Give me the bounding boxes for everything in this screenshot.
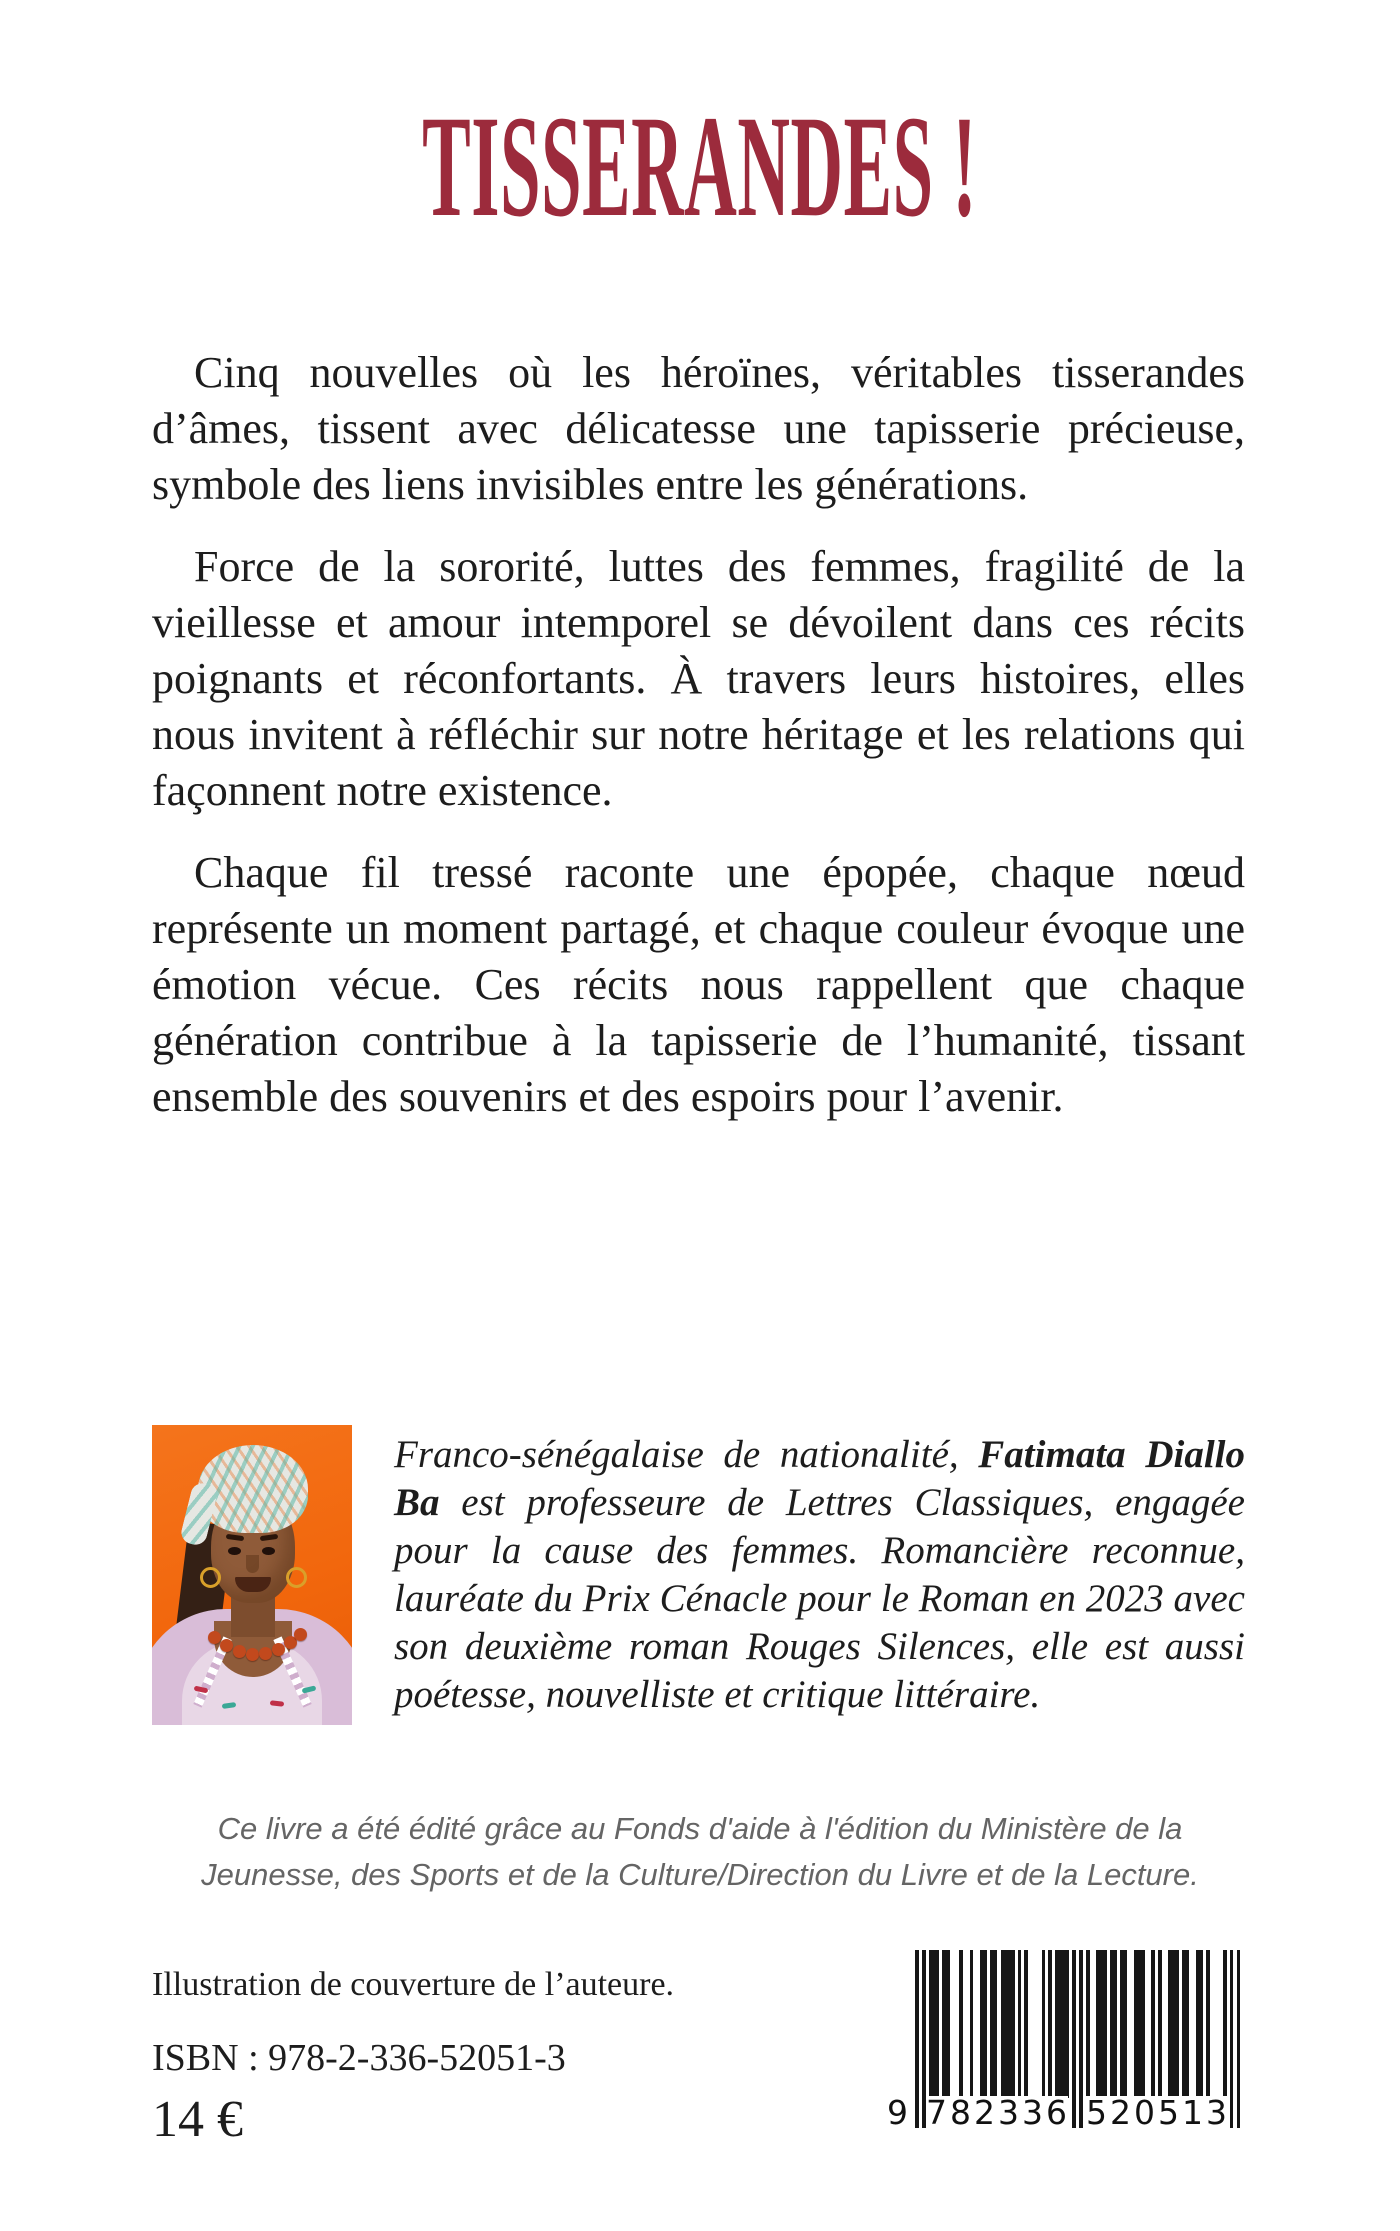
- price: 14 €: [152, 2091, 243, 2148]
- barcode-bar: [1185, 1950, 1189, 2098]
- barcode-bar: [959, 1950, 963, 2098]
- barcode-bar: [922, 1950, 926, 2128]
- barcode-bar: [1024, 1950, 1028, 2098]
- barcode-bar: [1175, 1950, 1179, 2098]
- synopsis-paragraph-1: Cinq nouvelles où les héroïnes, véritables tisserandes d’âmes, tissent avec délicatesse une tapisserie précieuse, symbole des liens invisibles entre les générations.: [152, 348, 1245, 509]
- photo-necklace-bead: [208, 1631, 221, 1644]
- barcode-bar: [1103, 1950, 1107, 2098]
- barcode-bar: [1113, 1950, 1117, 2098]
- barcode-bar: [1018, 1950, 1022, 2098]
- photo-necklace-bead: [220, 1639, 233, 1652]
- barcode-bar: [1158, 1950, 1162, 2098]
- photo-eye: [228, 1547, 241, 1555]
- barcode-bar: [1042, 1950, 1046, 2098]
- illustration-credit: Illustration de couverture de l’auteure.: [152, 1966, 675, 2003]
- synopsis-paragraph-2: Force de la sororité, luttes des femmes, fragilité de la vieillesse et amour intemporel se dévoilent dans ces récits poignants et réconfortants. À travers leurs histoires, elles nous invitent à réfléchir sur notre héritage et les relations qui façonnent notre existence.: [152, 542, 1245, 815]
- title-area: [0, 84, 1400, 249]
- barcode-bar: [946, 1950, 950, 2098]
- barcode-digit-first: 9: [887, 2093, 908, 2132]
- imprint-block: [152, 1966, 674, 2149]
- barcode-bar: [1230, 1950, 1234, 2128]
- barcode-bar: [1072, 1950, 1076, 2128]
- barcode-bar: [994, 1950, 998, 2098]
- barcode-bar: [1237, 1950, 1241, 2128]
- barcode-bar: [1066, 1950, 1070, 2098]
- barcode-bar: [1086, 1950, 1090, 2098]
- barcode-bar: [915, 1950, 919, 2128]
- barcode-bar: [1141, 1950, 1145, 2098]
- barcode-bar: [1199, 1950, 1203, 2098]
- isbn: ISBN : 978-2-336-52051-3: [152, 2037, 566, 2079]
- synopsis: [152, 345, 1245, 1151]
- author-section: [152, 1425, 1245, 1725]
- barcode-bar: [1048, 1950, 1052, 2098]
- photo-earring: [286, 1567, 307, 1588]
- photo-nose: [246, 1555, 259, 1573]
- author-photo-illustration: [152, 1425, 352, 1725]
- barcode-bar: [936, 1950, 940, 2098]
- bio-text-lead: Franco-sénégalaise de nationalité,: [394, 1433, 979, 1476]
- author-bio: [394, 1425, 1245, 1719]
- barcode: [887, 1950, 1240, 2132]
- book-title: TISSERANDES !: [422, 86, 978, 248]
- barcode-bar: [970, 1950, 974, 2098]
- barcode-bar: [1011, 1950, 1015, 2098]
- barcode-bar: [1151, 1950, 1155, 2098]
- barcode-bar: [1223, 1950, 1227, 2098]
- photo-necklace-bead: [272, 1643, 285, 1656]
- photo-necklace-bead: [233, 1645, 246, 1658]
- photo-necklace-bead: [294, 1628, 307, 1641]
- funding-note-text: Ce livre a été édité grâce au Fonds d'aide à l'édition du Ministère de la Jeunesse, des Sports et de la Culture/Direction du Livre et de la Lecture.: [201, 1811, 1199, 1892]
- barcode-bar: [1206, 1950, 1210, 2098]
- bio-text-rest: est professeure de Lettres Classiques, engagée pour la cause des femmes. Romancière reconnue, lauréate du Prix Cénacle pour le Roman en 2023 avec son deuxième roman Rouges Silences, elle est aussi poétesse, nouvelliste et critique littéraire.: [394, 1481, 1245, 1716]
- barcode-bar: [1124, 1950, 1128, 2098]
- funding-note: [0, 1806, 1400, 1898]
- photo-earring: [200, 1567, 221, 1588]
- photo-necklace-bead: [259, 1647, 272, 1660]
- barcode-bar: [983, 1950, 987, 2098]
- barcode-digits-right: 520513: [1086, 2093, 1230, 2132]
- photo-eye: [262, 1547, 275, 1555]
- barcode-digits-left: 782336: [926, 2093, 1070, 2132]
- author-name: Fatimata Diallo Ba: [394, 1433, 1245, 1524]
- photo-necklace-bead: [246, 1648, 259, 1661]
- barcode-bar: [1079, 1950, 1083, 2128]
- synopsis-paragraph-3: Chaque fil tressé raconte une épopée, chaque nœud représente un moment partagé, et chaque couleur évoque une émotion vécue. Ces récits nous rappellent que chaque génération contribue à la tapisserie de l’humanité, tissant ensemble des souvenirs et des espoirs pour l’avenir.: [152, 848, 1245, 1121]
